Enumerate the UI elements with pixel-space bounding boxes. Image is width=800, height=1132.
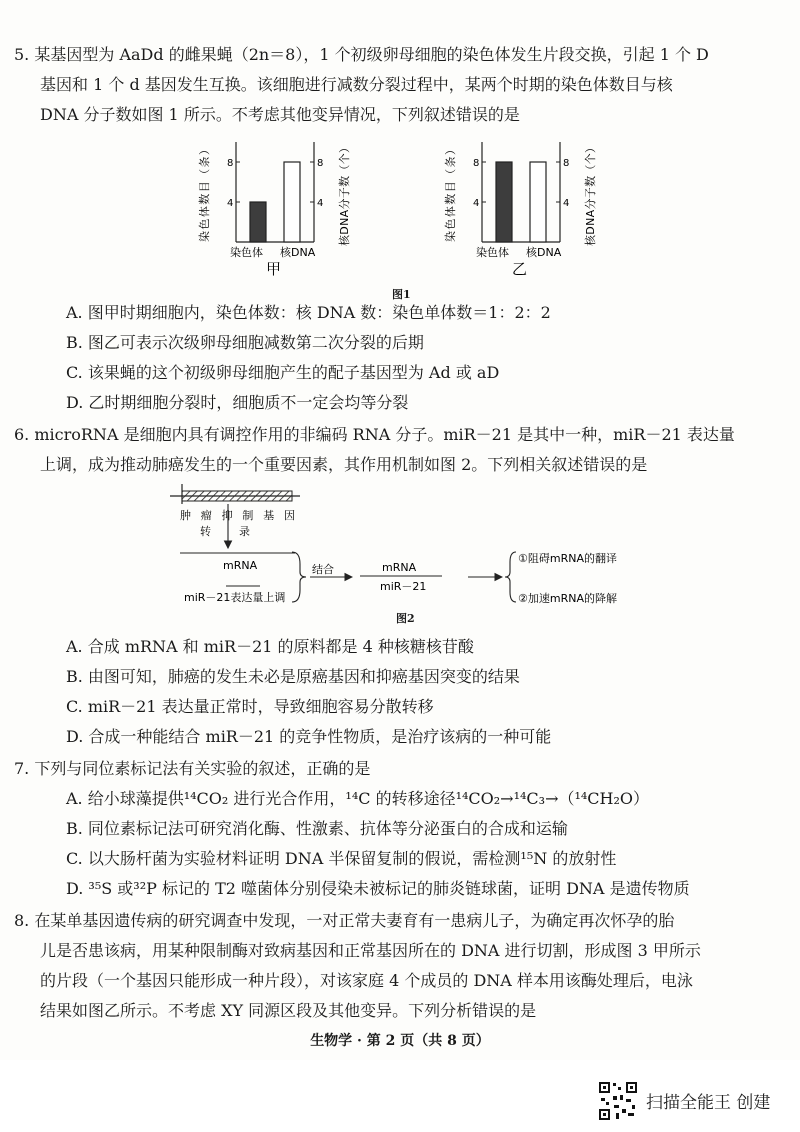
tumor-suppressor-gene-box [182,491,292,501]
q6-line2: 上调，成为推动肺癌发生的一个重要因素，其作用机制如图 2。下列相关叙述错误的是 [40,455,648,474]
tick-label-right: 4 [317,198,324,209]
q6-option-a: A. 合成 mRNA 和 miR－21 的原料都是 4 种核糖核苷酸 [66,637,474,656]
figure1-caption: 图1 [392,288,411,301]
q6-option-b: B. 由图可知，肺癌的发生未必是原癌基因和抑癌基因突变的结果 [66,667,520,686]
category-label: 核DNA [526,246,562,259]
outcome-2: ②加速mRNA的降解 [518,592,617,605]
transcription-label: 转录 [200,525,250,538]
q6-line1: 6. microRNA 是细胞内具有调控作用的非编码 RNA 分子。miR－21 是其中一种，miR－21 表达量 [14,425,735,444]
q6-option-c: C. miR－21 表达量正常时，导致细胞容易分散转移 [66,697,434,716]
q8-line2: 儿是否患该病，用某种限制酶对致病基因和正常基因所在的 DNA 进行切割，形成图 3 甲所示 [40,941,701,960]
tick-label-right: 4 [563,198,570,209]
q7-option-d: D. ³⁵S 或³²P 标记的 T2 噬菌体分别侵染未被标记的肺炎链球菌，证明 DNA 是遗传物质 [66,879,690,898]
q8-line1: 8. 在某单基因遗传病的研究调查中发现，一对正常夫妻育有一患病儿子，为确定再次怀孕的胎 [14,911,675,930]
y-axis-label-left: 染色体数目（条） [444,144,457,242]
q8-line3: 的片段（一个基因只能形成一种片段），对该家庭 4 个成员的 DNA 样本用该酶处理后，电泳 [40,971,693,990]
tick-label-left: 8 [473,158,480,169]
brace [292,552,306,602]
bar-染色体 [250,202,266,242]
chart-name: 乙 [512,260,528,278]
q7-option-c: C. 以大肠杆菌为实验材料证明 DNA 半保留复制的假说，需检测¹⁵N 的放射性 [66,849,617,868]
q7-option-b: B. 同位素标记法可研究消化酶、性激素、抗体等分泌蛋白的合成和运输 [66,819,568,838]
category-label: 染色体 [476,246,509,259]
category-label: 核DNA [280,246,316,259]
mrna-label: mRNA [223,559,258,572]
chart-name: 甲 [266,260,282,278]
complex-mrna-label: mRNA [382,561,417,574]
scanner-app-label: 扫描全能王 创建 [646,1093,771,1113]
tick-label-right: 8 [317,158,324,169]
q5-line1: 5. 某基因型为 AaDd 的雌果蝇（2n＝8），1 个初级卵母细胞的染色体发生片段交换，引起 1 个 D [14,45,709,64]
q5-line2: 基因和 1 个 d 基因发生互换。该细胞进行减数分裂过程中，某两个时期的染色体数目与核 [40,75,673,94]
q5-option-d: D. 乙时期细胞分裂时，细胞质不一定会均等分裂 [66,393,409,412]
bar-染色体 [496,162,512,242]
figure2-caption: 图2 [396,612,415,625]
q7-option-a: A. 给小球藻提供¹⁴CO₂ 进行光合作用，¹⁴C 的转移途径¹⁴CO₂→¹⁴C₃→（¹⁴CH₂O） [66,789,650,808]
outcome-brace [505,552,516,602]
q5-line3: DNA 分子数如图 1 所示。不考虑其他变异情况，下列叙述错误的是 [40,105,520,124]
gene-label: 肿瘤抑制基因 [180,509,295,522]
q7-line1: 7. 下列与同位素标记法有关实验的叙述，正确的是 [14,759,371,778]
tick-label-left: 8 [227,158,234,169]
qr-code-icon [598,1081,638,1121]
mir21-label: miR－21表达量上调 [184,591,286,604]
page-footer: 生物学 · 第 2 页（共 8 页） [310,1033,490,1049]
complex-mir21-label: miR－21 [380,580,427,593]
tick-label-left: 4 [473,198,480,209]
bar-核DNA [530,162,546,242]
y-axis-label-right: 核DNA分子数（个） [338,142,351,246]
q5-option-c: C. 该果蝇的这个初级卵母细胞产生的配子基因型为 Ad 或 aD [66,363,500,382]
bind-label: 结合 [312,563,334,576]
y-axis-label-left: 染色体数目（条） [198,144,211,242]
figure1-chart-yi [436,134,606,284]
outcome-1: ①阻碍mRNA的翻译 [518,552,617,565]
q6-option-d: D. 合成一种能结合 miR－21 的竞争性物质，是治疗该病的一种可能 [66,727,552,746]
tick-label-right: 8 [563,158,570,169]
category-label: 染色体 [230,246,263,259]
q5-option-b: B. 图乙可表示次级卵母细胞减数第二次分裂的后期 [66,333,424,352]
tick-label-left: 4 [227,198,234,209]
y-axis-label-right: 核DNA分子数（个） [584,142,597,246]
q5-option-a: A. 图甲时期细胞内，染色体数：核 DNA 数：染色单体数＝1：2：2 [66,303,551,322]
bar-核DNA [284,162,300,242]
figure2-diagram [160,478,660,618]
q8-line4: 结果如图乙所示。不考虑 XY 同源区段及其他变异。下列分析错误的是 [40,1001,537,1020]
figure1-chart-jia [190,134,360,284]
